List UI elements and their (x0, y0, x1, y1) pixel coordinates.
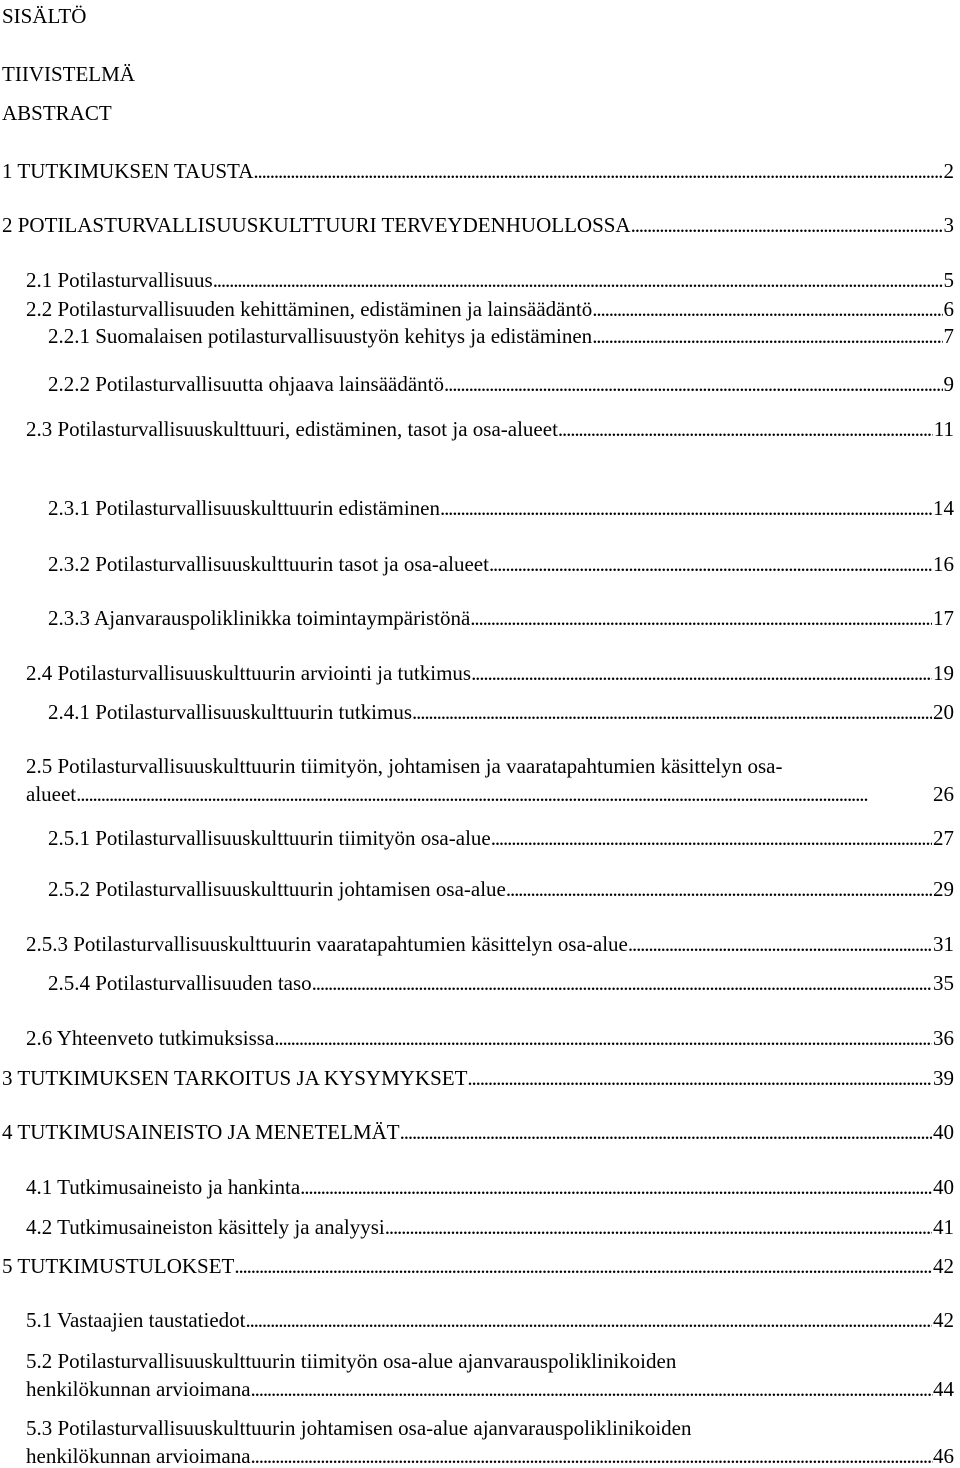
toc-entry-page: 11 (933, 417, 954, 441)
toc-entry-2[interactable] (2, 213, 954, 237)
toc-entry-page: 17 (933, 606, 954, 630)
toc-entry-2-5-4[interactable] (48, 971, 954, 995)
contents-heading: SISÄLTÖ (2, 4, 87, 28)
toc-entry-5-3[interactable] (26, 1416, 954, 1468)
toc-leader (400, 1120, 932, 1144)
toc-entry-2-2-2[interactable] (48, 372, 954, 396)
toc-entry-title-line2-row (26, 782, 954, 806)
toc-entry-title: 2.1 Potilasturvallisuus (26, 268, 213, 292)
toc-entry-5[interactable] (2, 1254, 954, 1278)
toc-entry-title-line1: 2.5 Potilasturvallisuuskulttuurin tiimityön, johtamisen ja vaaratapahtumien käsittelyn osa- (26, 754, 783, 778)
toc-entry-page: 27 (933, 826, 954, 850)
toc-entry-title: 2.4.1 Potilasturvallisuuskulttuurin tutkimus (48, 700, 413, 724)
toc-entry-title-line2-row (26, 1444, 954, 1468)
toc-entry-5-1[interactable] (26, 1308, 954, 1332)
toc-entry-2-4[interactable] (26, 661, 954, 685)
toc-leader (412, 700, 932, 724)
toc-entry-2-3-3[interactable] (48, 606, 954, 630)
toc-entry-2-4-1[interactable] (48, 700, 954, 724)
toc-leader (300, 1175, 932, 1199)
toc-entry-4-2[interactable] (26, 1215, 954, 1239)
toc-entry-page: 46 (933, 1444, 954, 1468)
toc-entry-page: 5 (943, 268, 954, 292)
toc-entry-title: 2.3 Potilasturvallisuuskulttuuri, edistäminen, tasot ja osa-alueet (26, 417, 558, 441)
toc-entry-page: 36 (933, 1026, 954, 1050)
toc-leader (234, 1254, 932, 1278)
toc-entry-title: 2.2.2 Potilasturvallisuutta ohjaava lainsäädäntö (48, 372, 444, 396)
toc-leader (631, 213, 943, 237)
toc-entry-page: 6 (943, 297, 954, 321)
toc-entry-title: 2.3.3 Ajanvarauspoliklinikka toimintaympäristönä (48, 606, 471, 630)
toc-entry-title: 2.3.1 Potilasturvallisuuskulttuurin edistäminen (48, 496, 440, 520)
toc-entry-page: 7 (943, 324, 954, 348)
toc-entry-3[interactable] (2, 1066, 954, 1090)
toc-entry-title: 2 POTILASTURVALLISUUSKULTTUURI TERVEYDENHUOLLOSSA (2, 213, 631, 237)
toc-leader (274, 1026, 932, 1050)
toc-entry-title-line2: henkilökunnan arvioimana (26, 1444, 251, 1468)
toc-entry-2-6[interactable] (26, 1026, 954, 1050)
toc-leader (76, 782, 933, 806)
toc-entry-title: 2.5.2 Potilasturvallisuuskulttuurin johtamisen osa-alue (48, 877, 506, 901)
toc-entry-page: 31 (933, 932, 954, 956)
toc-entry-title-line2: henkilökunnan arvioimana (26, 1377, 251, 1401)
toc-entry-title: 2.5.4 Potilasturvallisuuden taso (48, 971, 312, 995)
toc-leader (592, 324, 942, 348)
toc-leader (467, 1066, 932, 1090)
toc-entry-page: 19 (933, 661, 954, 685)
toc-entry-page: 35 (933, 971, 954, 995)
toc-leader (245, 1308, 932, 1332)
toc-entry-4-1[interactable] (26, 1175, 954, 1199)
toc-entry-page: 2 (943, 159, 954, 183)
toc-entry-page: 3 (943, 213, 954, 237)
toc-entry-title: 1 TUTKIMUKSEN TAUSTA (2, 159, 254, 183)
toc-leader (592, 297, 942, 321)
toc-leader (251, 1377, 933, 1401)
toc-leader (444, 372, 943, 396)
toc-leader (253, 159, 942, 183)
toc-entry-2-3[interactable] (26, 417, 954, 441)
toc-entry-title: 5.1 Vastaajien taustatiedot (26, 1308, 246, 1332)
toc-leader (385, 1215, 932, 1239)
toc-leader (213, 268, 943, 292)
toc-leader (251, 1444, 933, 1468)
toc-leader (489, 552, 932, 576)
toc-leader (506, 877, 932, 901)
toc-entry-title: 2.2 Potilasturvallisuuden kehittäminen, edistäminen ja lainsäädäntö (26, 297, 593, 321)
toc-entry-page: 20 (933, 700, 954, 724)
tiivistelma-entry: TIIVISTELMÄ (2, 62, 135, 86)
toc-entry-2-5[interactable] (26, 754, 954, 806)
toc-entry-2-2[interactable] (26, 297, 954, 321)
toc-entry-page: 14 (933, 496, 954, 520)
toc-entry-title: 2.3.2 Potilasturvallisuuskulttuurin tasot ja osa-alueet (48, 552, 489, 576)
toc-entry-page: 9 (943, 372, 954, 396)
toc-entry-page: 41 (933, 1215, 954, 1239)
toc-entry-page: 42 (933, 1308, 954, 1332)
toc-leader (312, 971, 932, 995)
toc-entry-2-3-2[interactable] (48, 552, 954, 576)
toc-entry-page: 42 (933, 1254, 954, 1278)
toc-entry-title: 2.5.3 Potilasturvallisuuskulttuurin vaaratapahtumien käsittelyn osa-alue (26, 932, 628, 956)
toc-entry-title-line1: 5.3 Potilasturvallisuuskulttuurin johtamisen osa-alue ajanvarauspoliklinikoiden (26, 1416, 692, 1440)
toc-leader (491, 826, 932, 850)
toc-entry-page: 40 (933, 1175, 954, 1199)
toc-entry-page: 39 (933, 1066, 954, 1090)
toc-entry-page: 40 (933, 1120, 954, 1144)
toc-leader (558, 417, 933, 441)
toc-entry-title: 3 TUTKIMUKSEN TARKOITUS JA KYSYMYKSET (2, 1066, 468, 1090)
toc-entry-1[interactable] (2, 159, 954, 183)
toc-entry-title-line1: 5.2 Potilasturvallisuuskulttuurin tiimityön osa-alue ajanvarauspoliklinikoiden (26, 1349, 677, 1373)
toc-entry-2-5-2[interactable] (48, 877, 954, 901)
toc-entry-title: 2.2.1 Suomalaisen potilasturvallisuustyön kehitys ja edistäminen (48, 324, 593, 348)
toc-entry-5-2[interactable] (26, 1349, 954, 1401)
toc-entry-2-2-1[interactable] (48, 324, 954, 348)
toc-entry-page: 29 (933, 877, 954, 901)
toc-leader (470, 606, 932, 630)
abstract-entry: ABSTRACT (2, 101, 112, 125)
toc-entry-page: 44 (933, 1377, 954, 1401)
toc-entry-title: 2.4 Potilasturvallisuuskulttuurin arviointi ja tutkimus (26, 661, 472, 685)
toc-entry-title: 4.2 Tutkimusaineiston käsittely ja analyysi (26, 1215, 385, 1239)
toc-entry-page: 16 (933, 552, 954, 576)
toc-entry-title: 4 TUTKIMUSAINEISTO JA MENETELMÄT (2, 1120, 400, 1144)
toc-entry-title: 2.6 Yhteenveto tutkimuksissa (26, 1026, 275, 1050)
toc-leader (628, 932, 932, 956)
toc-entry-4[interactable] (2, 1120, 954, 1144)
toc-entry-2-5-3[interactable] (26, 932, 954, 956)
toc-entry-title: 4.1 Tutkimusaineisto ja hankinta (26, 1175, 301, 1199)
toc-entry-2-3-1[interactable] (48, 496, 954, 520)
toc-entry-page: 26 (933, 782, 954, 806)
toc-entry-title: 5 TUTKIMUSTULOKSET (2, 1254, 235, 1278)
toc-entry-title-line2-row (26, 1377, 954, 1401)
toc-entry-2-1[interactable] (26, 268, 954, 292)
toc-leader (471, 661, 932, 685)
toc-entry-title-line2: alueet (26, 782, 77, 806)
toc-leader (440, 496, 932, 520)
toc-entry-2-5-1[interactable] (48, 826, 954, 850)
toc-entry-title: 2.5.1 Potilasturvallisuuskulttuurin tiimityön osa-alue (48, 826, 491, 850)
